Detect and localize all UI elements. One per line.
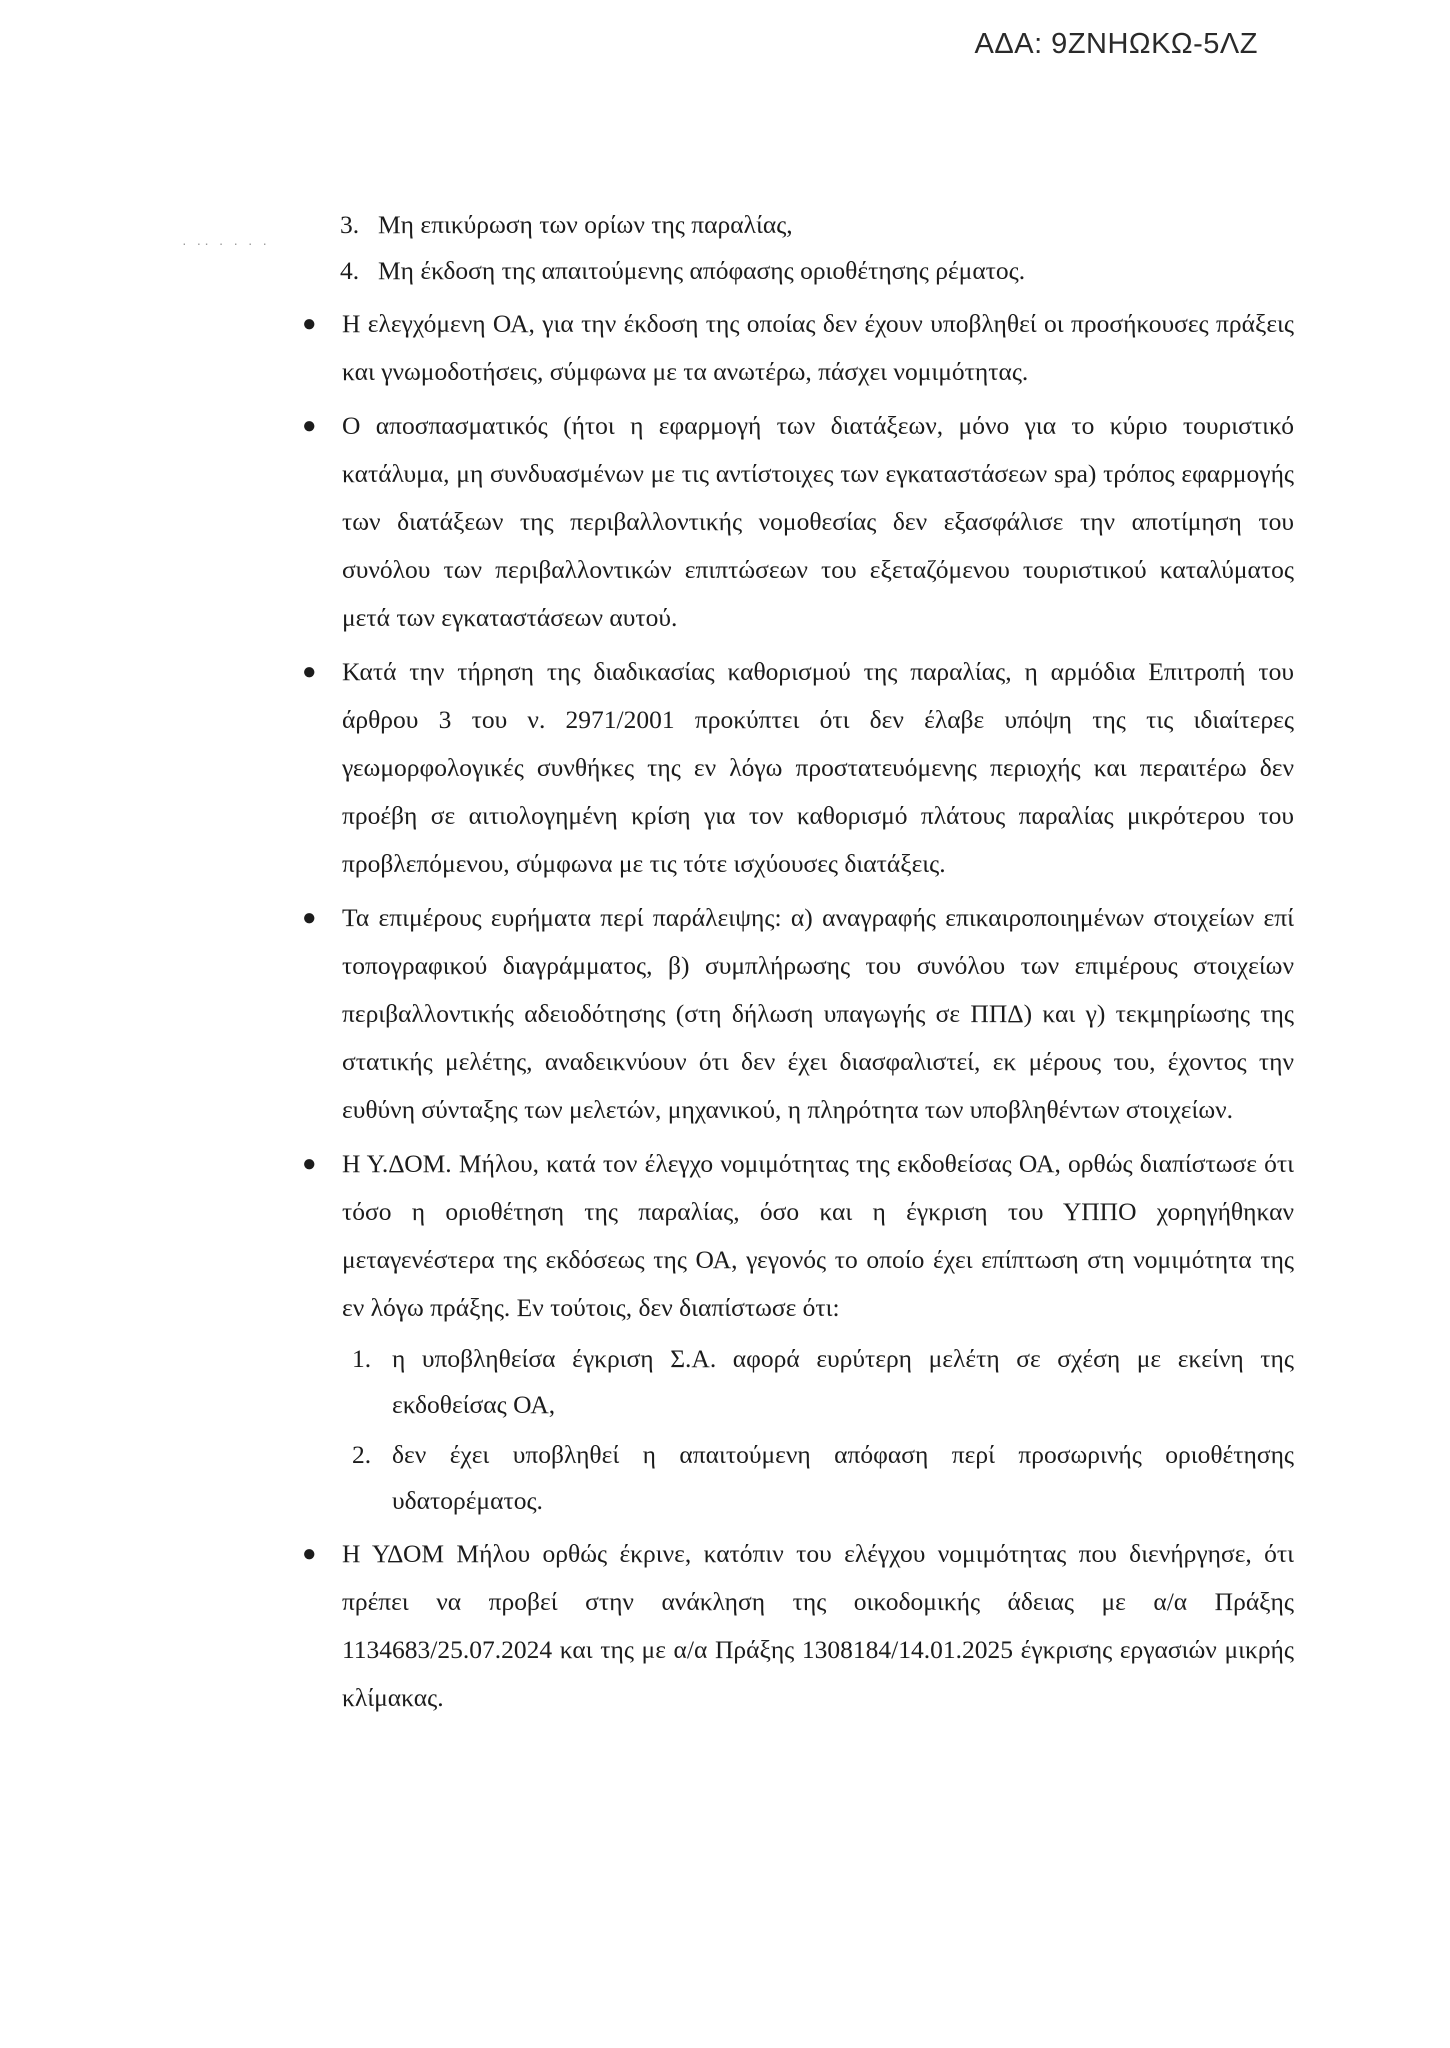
bullet-paragraph-3 xyxy=(302,648,1294,888)
item-text: Μη έκδοση της απαιτούμενης απόφασης οριοθέτησης ρέματος. xyxy=(378,256,1026,285)
numbered-item-3 xyxy=(340,202,1298,248)
numbered-item-4 xyxy=(340,248,1298,294)
bullet-icon: ● xyxy=(302,413,317,439)
paragraph-text: Κατά την τήρηση της διαδικασίας καθορισμού της παραλίας, η αρμόδια Επιτροπή του άρθρου 3 του ν. 2971/2001 προκύπτει ότι δεν έλαβε υπόψη της τις ιδιαίτερες γεωμορφολογικές συνθήκες της εν λόγω προστατευόμενης περιοχής και περαιτέρω δεν προέβη σε αιτιολογημένη κρίση για τον καθορισμό πλάτους παραλίας μικρότερου του προβλεπόμενου, σύμφωνα με τις τότε ισχύουσες διατάξεις. xyxy=(342,657,1294,878)
item-number: 2. xyxy=(352,1440,372,1469)
paragraph-text: Ο αποσπασματικός (ήτοι η εφαρμογή των διατάξεων, μόνο για το κύριο τουριστικό κατάλυμα, μη συνδυασμένων με τις αντίστοιχες των εγκαταστάσεων spa) τρόπος εφαρμογής των διατάξεων της περιβαλλοντικής νομοθεσίας δεν εξασφάλισε την αποτίμηση του συνόλου των περιβαλλοντικών επιπτώσεων του εξεταζόμενου τουριστικού καταλύματος μετά των εγκαταστάσεων αυτού. xyxy=(342,411,1294,632)
sub-numbered-item-1 xyxy=(352,1336,1294,1428)
bullet-icon: ● xyxy=(302,311,317,337)
item-number: 3. xyxy=(340,210,360,239)
bullet-icon: ● xyxy=(302,1541,317,1567)
item-number: 4. xyxy=(340,256,360,285)
bullet-icon: ● xyxy=(302,1151,317,1177)
paragraph-text: Η ελεγχόμενη ΟΑ, για την έκδοση της οποίας δεν έχουν υποβληθεί οι προσήκουσες πράξεις και γνωμοδοτήσεις, σύμφωνα με τα ανωτέρω, πάσχει νομιμότητας. xyxy=(342,309,1294,386)
bullet-icon: ● xyxy=(302,905,317,931)
document-body xyxy=(0,202,1450,1722)
scan-specks: · ·· · · · · xyxy=(182,235,271,251)
bullet-paragraph-1 xyxy=(302,300,1294,396)
bullet-paragraph-4 xyxy=(302,894,1294,1134)
item-number: 1. xyxy=(352,1344,372,1373)
paragraph-text: Η ΥΔΟΜ Μήλου ορθώς έκρινε, κατόπιν του ελέγχου νομιμότητας που διενήργησε, ότι πρέπει να προβεί στην ανάκληση της οικοδομικής άδειας με α/α Πράξης 1134683/25.07.2024 και της με α/α Πράξης 1308184/14.01.2025 έγκρισης εργασιών μικρής κλίμακας. xyxy=(342,1539,1294,1712)
bullet-paragraph-2 xyxy=(302,402,1294,642)
ada-code: ΑΔΑ: 9ΖΝΗΩΚΩ-5ΛΖ xyxy=(974,28,1258,60)
item-text: Μη επικύρωση των ορίων της παραλίας, xyxy=(378,210,793,239)
item-text: η υποβληθείσα έγκριση Σ.Α. αφορά ευρύτερη μελέτη σε σχέση με εκείνη της εκδοθείσας ΟΑ, xyxy=(392,1344,1294,1419)
paragraph-text: Τα επιμέρους ευρήματα περί παράλειψης: α) αναγραφής επικαιροποιημένων στοιχείων επί τοπογραφικού διαγράμματος, β) συμπλήρωσης του συνόλου των επιμέρους στοιχείων περιβαλλοντικής αδειοδότησης (στη δήλωση υπαγωγής σε ΠΠΔ) και γ) τεκμηρίωσης της στατικής μελέτης, αναδεικνύουν ότι δεν έχει διασφαλιστεί, εκ μέρους του, έχοντος την ευθύνη σύνταξης των μελετών, μηχανικού, η πληρότητα των υποβληθέντων στοιχείων. xyxy=(342,903,1294,1124)
item-text: δεν έχει υποβληθεί η απαιτούμενη απόφαση περί προσωρινής οριοθέτησης υδατορέματος. xyxy=(392,1440,1294,1515)
bullet-paragraph-5 xyxy=(302,1140,1294,1332)
sub-numbered-item-2 xyxy=(352,1432,1294,1524)
bullet-paragraph-final xyxy=(302,1530,1294,1722)
bullet-icon: ● xyxy=(302,659,317,685)
paragraph-text: Η Υ.ΔΟΜ. Μήλου, κατά τον έλεγχο νομιμότητας της εκδοθείσας ΟΑ, ορθώς διαπίστωσε ότι τόσο η οριοθέτηση της παραλίας, όσο και η έγκριση του ΥΠΠΟ χορηγήθηκαν μεταγενέστερα της εκδόσεως της ΟΑ, γεγονός το οποίο έχει επίπτωση στη νομιμότητα της εν λόγω πράξης. Εν τούτοις, δεν διαπίστωσε ότι: xyxy=(342,1149,1294,1322)
